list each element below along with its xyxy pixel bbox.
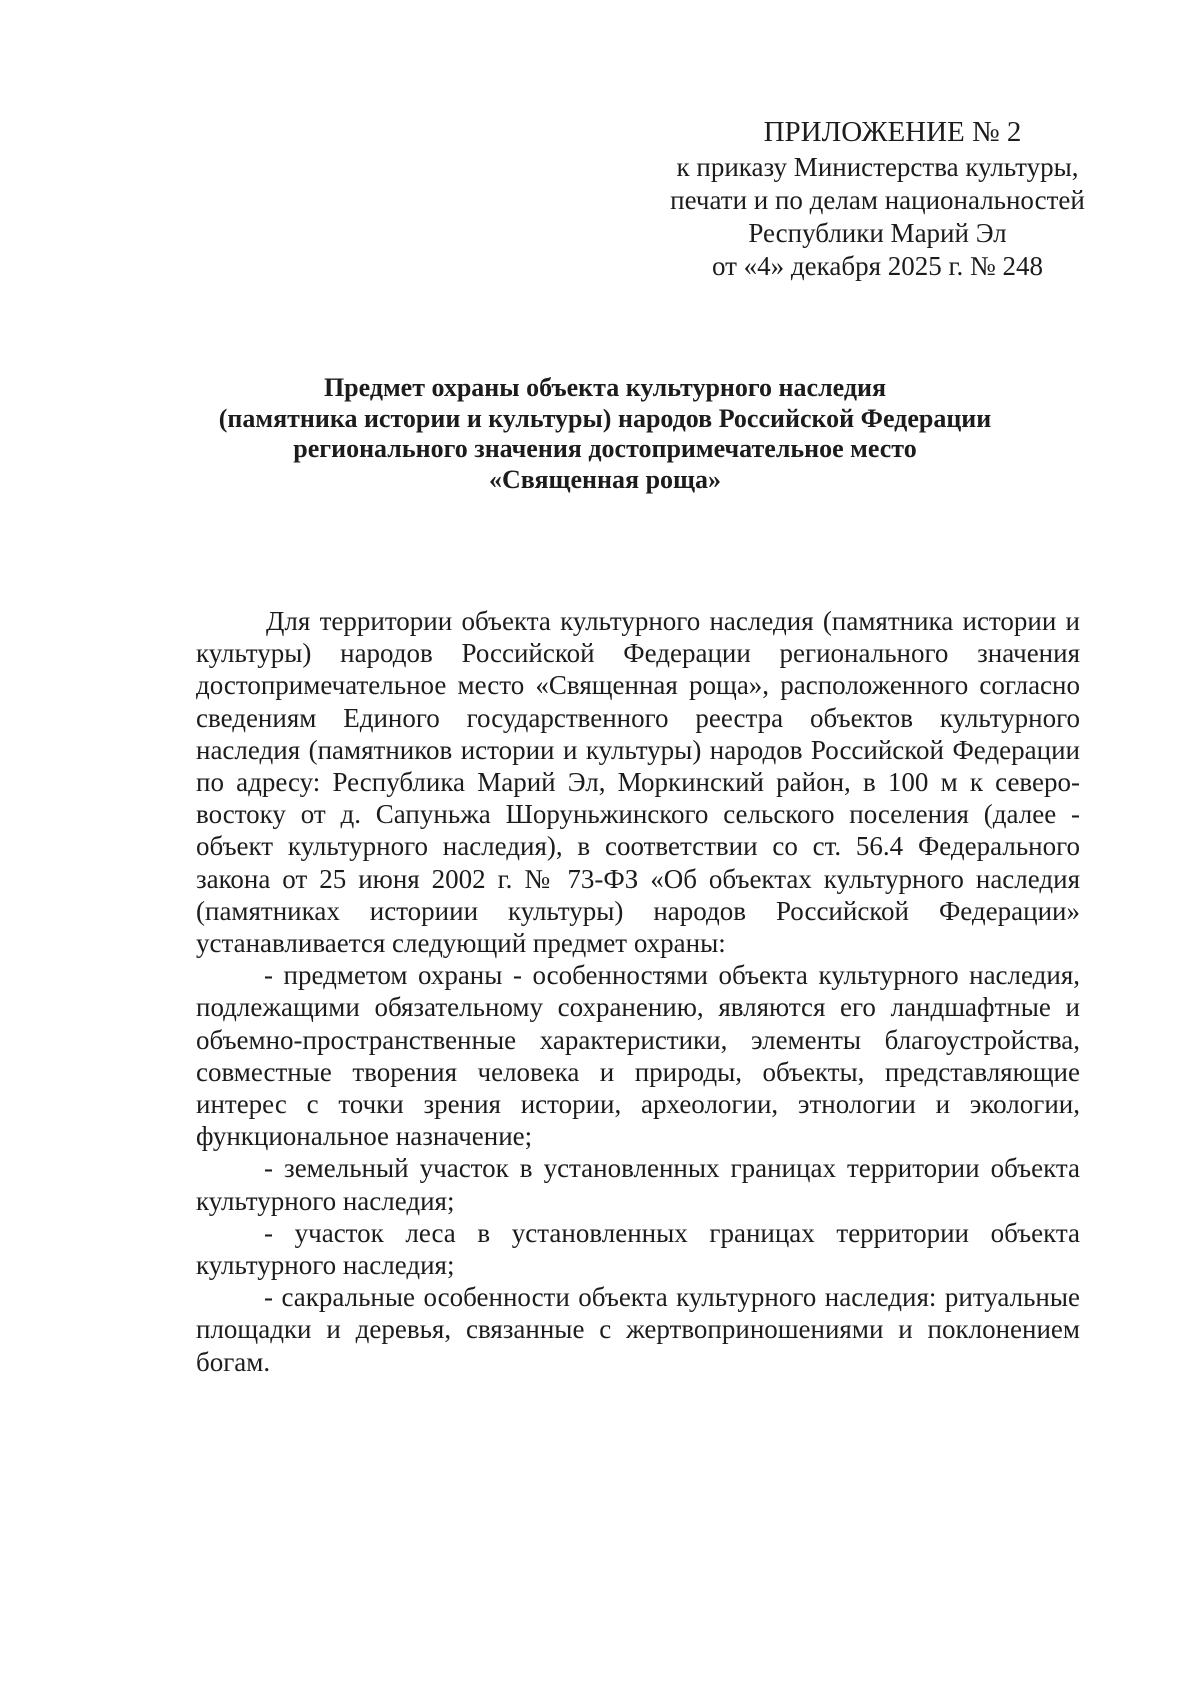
heading-line-2: (памятника истории и культуры) народов Российской Федерации	[218, 403, 992, 433]
protection-item-2: - земельный участок в установленных границах территории объекта культурного наследия;	[196, 1153, 1080, 1216]
appendix-title: ПРИЛОЖЕНИЕ № 2	[763, 116, 1022, 148]
appendix-line-4: от «4» декабря 2025 г. № 248	[711, 251, 1044, 281]
intro-paragraph: Для территории объекта культурного наследия (памятника истории и культуры) народов Российской Федерации регионального значения достопримечательное место «Священная роща», расположенного согласно сведениям Единого государственного реестра объектов культурного наследия (памятников истории и культуры) народов Российской Федерации по адресу: Республика Марий Эл, Моркинский район, в 100 м к северо-востоку от д. Сапуньжа Шоруньжинского сельского поселения (далее - объект культурного наследия), в соответствии со ст. 56.4 Федерального закона от 25 июня 2002 г. № 73-ФЗ «Об объектах культурного наследия (памятниках историии культуры) народов Российской Федерации» устанавливается следующий предмет охраны:	[196, 606, 1080, 959]
document-heading	[130, 373, 1080, 495]
heading-line-4: «Священная роща»	[489, 464, 721, 494]
heading-line-1: Предмет охраны объекта культурного наследия	[323, 373, 887, 402]
protection-item-3: - участок леса в установленных границах территории объекта культурного наследия;	[196, 1217, 1080, 1281]
protection-item-4: - сакральные особенности объекта культурного наследия: ритуальные площадки и деревья, связанные с жертвоприношениями и поклонением богам.	[196, 1282, 1080, 1377]
heading-line-3: регионального значения достопримечательное место	[293, 434, 917, 463]
appendix-block	[640, 113, 1115, 283]
appendix-line-1: к приказу Министерства культуры,	[676, 152, 1079, 182]
appendix-line-2: печати и по делам национальностей	[670, 185, 1085, 215]
appendix-line-3: Республики Марий Эл	[748, 218, 1007, 248]
document-body	[196, 605, 1080, 1378]
protection-item-1: - предметом охраны - особенностями объекта культурного наследия, подлежащими обязательному сохранению, являются его ландшафтные и объемно-пространственные характеристики, элементы благоустройства, совместные творения человека и природы, объекты, представляющие интерес с точки зрения истории, археологии, этнологии и экологии, функциональное назначение;	[196, 960, 1080, 1152]
